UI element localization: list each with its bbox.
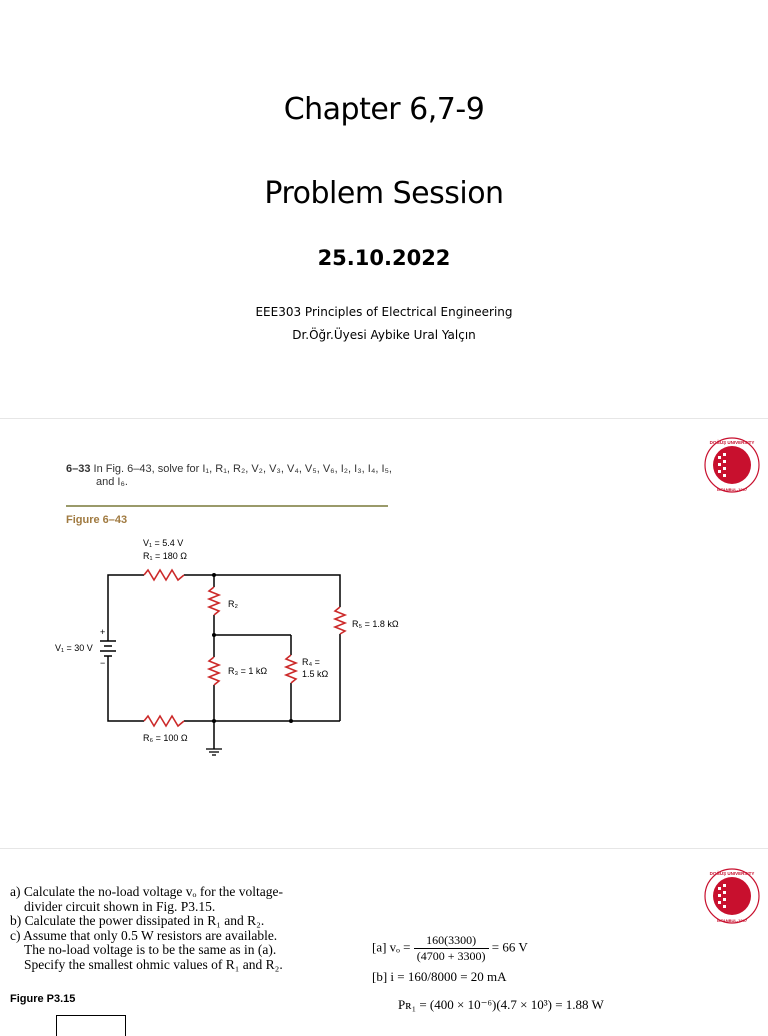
label-minus: − <box>100 658 106 668</box>
figure-fragment <box>56 1015 126 1036</box>
course-name: EEE303 Principles of Electrical Engineering <box>255 305 513 319</box>
chapter-title: Chapter 6,7-9 <box>283 92 485 127</box>
junction-dots <box>212 573 293 723</box>
problem-slide-p3-15 <box>0 848 768 1025</box>
answer-a-denominator: (4700 + 3300) <box>416 949 486 963</box>
question-a-line2: divider circuit shown in Fig. P3.15. <box>24 898 216 914</box>
logo-text-bottom: İSTANBUL-1997 <box>716 487 748 492</box>
question-c-line3: Specify the smallest ohmic values of R₁ and R₂. <box>24 956 283 972</box>
question-c-line1: c) Assume that only 0.5 W resistors are available. <box>10 927 278 943</box>
label-r5: R₅ = 1.8 kΩ <box>352 619 399 629</box>
answer-a-prefix: [a] vₒ = <box>372 939 411 955</box>
problem-number: 6–33 <box>66 463 91 475</box>
resistor-r1 <box>144 570 184 580</box>
resistor-r6 <box>144 716 184 726</box>
label-r2: R₂ <box>228 599 238 609</box>
problem-text-line1: In Fig. 6–43, solve for I₁, R₁, R₂, V₂, V₃, V₄, V₅, V₆, I₂, I₃, I₄, I₅, <box>90 463 392 475</box>
label-r3: R₃ = 1 kΩ <box>228 666 268 676</box>
label-r4a: R₄ = <box>302 657 320 667</box>
resistor-r4 <box>286 655 296 683</box>
resistor-r3 <box>209 657 219 685</box>
logo-text-top: DOĞUŞ UNIVERSITY <box>709 440 755 445</box>
university-logo <box>703 436 761 494</box>
session-date: 25.10.2022 <box>317 246 451 270</box>
answer-power-r1: Pʀ₁ = (400 × 10⁻⁶)(4.7 × 10³) = 1.88 W <box>398 997 604 1012</box>
battery-symbol <box>100 641 116 659</box>
session-title: Problem Session <box>264 176 504 211</box>
label-r1: R₁ = 180 Ω <box>143 551 188 561</box>
resistor-r2 <box>209 587 219 615</box>
circuit-diagram <box>0 419 768 849</box>
figure-label-p3-15: Figure P3.15 <box>10 993 76 1005</box>
logo2-text-top: DOĞUŞ UNIVERSITY <box>709 871 755 876</box>
answer-a-result: = 66 V <box>491 939 528 955</box>
question-c-line2: The no-load voltage is to be the same as in (a). <box>24 942 277 957</box>
answer-b: [b] i = 160/8000 = 20 mA <box>372 969 507 984</box>
question-a-line1: a) Calculate the no-load voltage vₒ for the voltage- <box>10 884 284 899</box>
instructor-name: Dr.Öğr.Üyesi Aybike Ural Yalçın <box>292 328 476 342</box>
label-plus: + <box>100 627 106 637</box>
question-text <box>10 885 360 972</box>
logo2-text-bottom: İSTANBUL-1997 <box>716 918 748 923</box>
ground-symbol <box>206 749 222 755</box>
problem-text-line2: and I₆. <box>96 476 128 488</box>
answer-a <box>372 933 528 964</box>
answer-a-numerator: 160(3300) <box>414 933 489 949</box>
title-slide <box>0 0 768 418</box>
label-r4b: 1.5 kΩ <box>302 669 329 679</box>
resistor-r5 <box>335 607 345 634</box>
label-vt: V₁ = 30 V <box>55 643 93 653</box>
label-v1: V₁ = 5.4 V <box>143 538 184 548</box>
problem-slide-6-33 <box>0 418 768 849</box>
university-logo-2 <box>703 867 761 925</box>
answer-a-fraction <box>414 933 489 964</box>
question-b: b) Calculate the power dissipated in R₁ and R₂. <box>10 913 265 928</box>
label-r6: R₆ = 100 Ω <box>143 733 188 743</box>
figure-label: Figure 6–43 <box>66 514 128 526</box>
